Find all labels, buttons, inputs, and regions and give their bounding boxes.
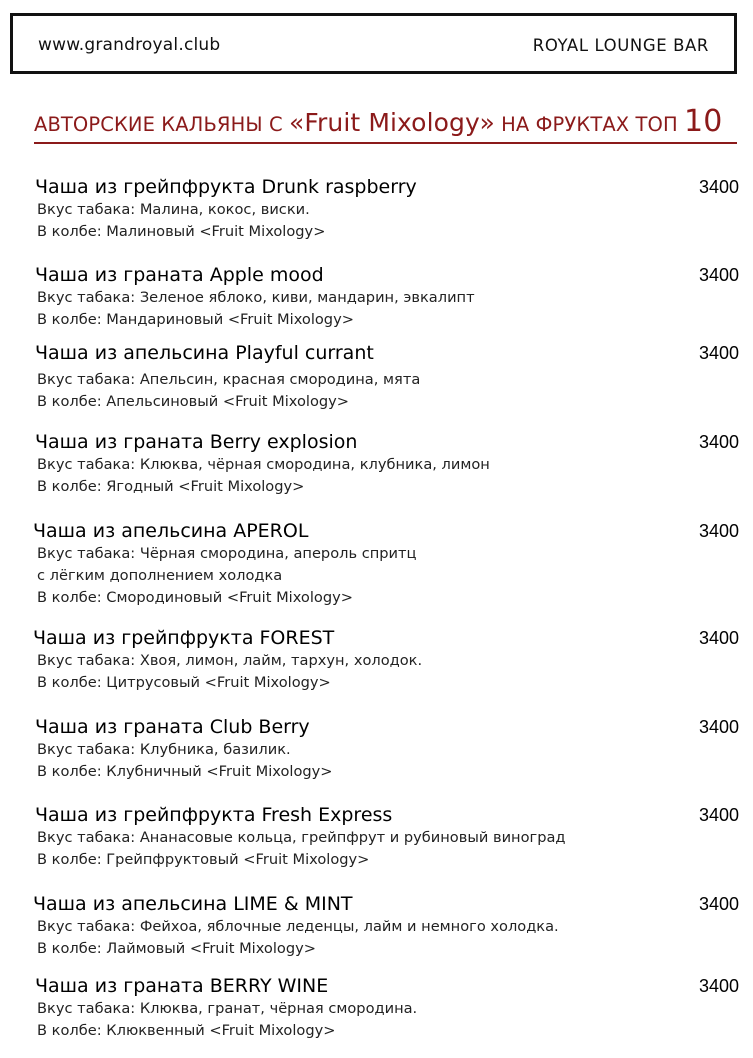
site-url[interactable]: www.grandroyal.club: [38, 35, 221, 55]
item-flavor: Вкус табака: Чёрная смородина, апероль спритц: [37, 545, 417, 562]
item-flavor: Вкус табака: Малина, кокос, виски.: [37, 201, 310, 218]
item-flask: В колбе: Клюквенный <Fruit Mixology>: [37, 1022, 336, 1039]
item-name: Чаша из граната Berry explosion: [35, 431, 358, 453]
item-price: 3400: [698, 628, 739, 648]
item-flask: В колбе: Ягодный <Fruit Mixology>: [37, 478, 305, 495]
item-price: 3400: [698, 805, 739, 825]
menu-item: [33, 892, 739, 960]
item-flavor: Вкус табака: Зеленое яблоко, киви, мандарин, эвкалипт: [37, 289, 475, 306]
item-flask: В колбе: Цитрусовый <Fruit Mixology>: [37, 674, 331, 691]
section-title-part1: АВТОРСКИЕ КАЛЬЯНЫ С: [34, 113, 289, 136]
menu-item: [35, 341, 739, 413]
section-title-part2: НА ФРУКТАХ ТОП: [494, 113, 685, 136]
item-flask: В колбе: Смородиновый <Fruit Mixology>: [37, 589, 353, 606]
menu-item: [35, 974, 739, 1042]
item-flask: В колбе: Мандариновый <Fruit Mixology>: [37, 311, 354, 328]
item-price: 3400: [698, 521, 739, 541]
item-flask: В колбе: Грейпфруктовый <Fruit Mixology>: [37, 851, 370, 868]
item-flavor: Вкус табака: Клубника, базилик.: [37, 741, 291, 758]
item-name: Чаша из апельсина APEROL: [33, 520, 309, 542]
section-title-brand: «Fruit Mixology»: [288, 108, 495, 137]
header-box: [10, 13, 737, 74]
item-name: Чаша из апельсина Playful currant: [35, 342, 374, 364]
item-price: 3400: [698, 432, 739, 452]
item-flask: В колбе: Малиновый <Fruit Mixology>: [37, 223, 326, 240]
item-price: 3400: [698, 343, 739, 363]
menu-item: [35, 803, 739, 871]
item-name: Чаша из грейпфрукта Fresh Express: [35, 804, 393, 826]
item-flavor: Вкус табака: Ананасовые кольца, грейпфрут и рубиновый виноград: [37, 829, 566, 846]
section-title: [34, 104, 739, 139]
item-price: 3400: [698, 976, 739, 996]
section-title-number: 10: [684, 104, 723, 139]
item-name: Чаша из граната BERRY WINE: [35, 975, 329, 997]
item-name: Чаша из граната Apple mood: [35, 264, 324, 286]
title-divider: [34, 142, 737, 144]
item-flavor: Вкус табака: Фейхоа, яблочные леденцы, лайм и немного холодка.: [37, 918, 559, 935]
item-name: Чаша из апельсина LIME & MINT: [33, 893, 353, 915]
item-name: Чаша из грейпфрукта FOREST: [33, 627, 335, 649]
item-flavor: Вкус табака: Клюква, чёрная смородина, клубника, лимон: [37, 456, 490, 473]
bar-name: ROYAL LOUNGE BAR: [532, 36, 709, 55]
item-flavor: Вкус табака: Клюква, гранат, чёрная смородина.: [37, 1000, 418, 1017]
item-price: 3400: [698, 177, 739, 197]
item-name: Чаша из грейпфрукта Drunk raspberry: [35, 176, 417, 198]
item-flavor-extra: с лёгким дополнением холодка: [37, 567, 283, 584]
item-flask: В колбе: Лаймовый <Fruit Mixology>: [37, 940, 316, 957]
item-price: 3400: [698, 717, 739, 737]
menu-item: [35, 715, 739, 783]
item-name: Чаша из граната Club Berry: [35, 716, 310, 738]
menu-item: [35, 175, 739, 243]
item-price: 3400: [698, 265, 739, 285]
item-flask: В колбе: Апельсиновый <Fruit Mixology>: [37, 393, 350, 410]
item-price: 3400: [698, 894, 739, 914]
item-flavor: Вкус табака: Хвоя, лимон, лайм, тархун, холодок.: [37, 652, 423, 669]
item-flavor: Вкус табака: Апельсин, красная смородина, мята: [37, 371, 421, 388]
menu-item: [33, 519, 739, 609]
item-flask: В колбе: Клубничный <Fruit Mixology>: [37, 763, 333, 780]
menu-item: [33, 626, 739, 694]
menu-item: [35, 430, 739, 498]
menu-item: [35, 263, 739, 331]
